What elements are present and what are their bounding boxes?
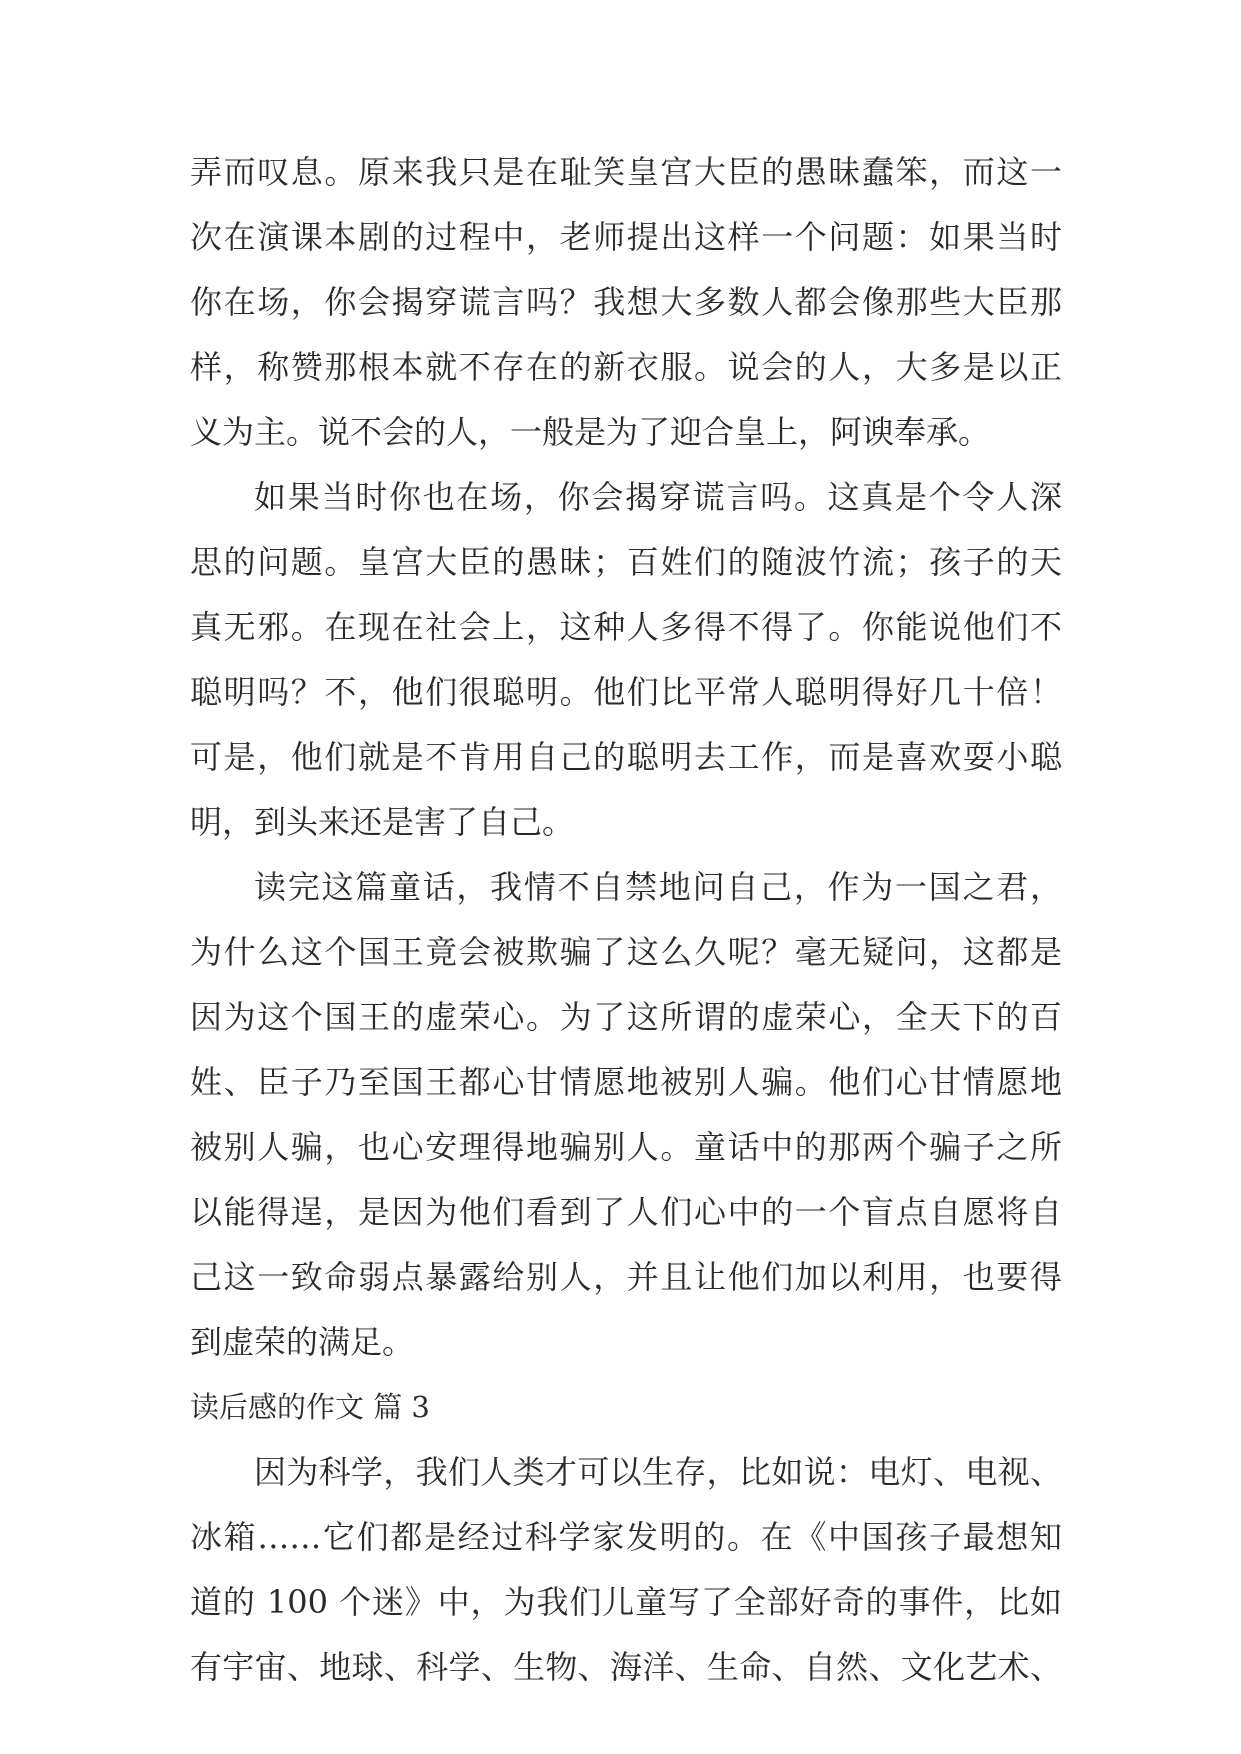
text-line: 被别人骗，也心安理得地骗别人。童话中的那两个骗子之所 [190, 1128, 1062, 1166]
text-line: 聪明吗？不，他们很聪明。他们比平常人聪明得好几十倍！ [190, 673, 1062, 711]
text-line: 为什么这个国王竟会被欺骗了这么久呢？毫无疑问，这都是 [190, 933, 1062, 971]
text-line: 有宇宙、地球、科学、生物、海洋、生命、自然、文化艺术、 [190, 1648, 1062, 1686]
text-line: 冰箱……它们都是经过科学家发明的。在《中国孩子最想知 [190, 1518, 1062, 1556]
paragraph-3 [190, 855, 1062, 1375]
text-line: 以能得逞，是因为他们看到了人们心中的一个盲点自愿将自 [190, 1193, 1062, 1231]
section-heading: 读后感的作文 篇 3 [190, 1390, 430, 1424]
text-line: 己这一致命弱点暴露给别人，并且让他们加以利用，也要得 [190, 1258, 1062, 1296]
text-line: 如果当时你也在场，你会揭穿谎言吗。这真是个令人深 [254, 478, 1062, 516]
text-line: 次在演课本剧的过程中，老师提出这样一个问题：如果当时 [190, 218, 1062, 256]
text-line: 读完这篇童话，我情不自禁地问自己，作为一国之君， [254, 868, 1062, 906]
text-line: 因为这个国王的虚荣心。为了这所谓的虚荣心，全天下的百 [190, 998, 1062, 1036]
text-line: 样，称赞那根本就不存在的新衣服。说会的人，大多是以正 [190, 348, 1062, 386]
text-line: 你在场，你会揭穿谎言吗？我想大多数人都会像那些大臣那 [190, 283, 1062, 321]
text-line: 可是，他们就是不肯用自己的聪明去工作，而是喜欢耍小聪 [190, 738, 1062, 776]
text-line: 姓、臣子乃至国王都心甘情愿地被别人骗。他们心甘情愿地 [190, 1063, 1062, 1101]
text-line: 弄而叹息。原来我只是在耻笑皇宫大臣的愚昧蠢笨，而这一 [190, 153, 1062, 191]
text-line: 明，到头来还是害了自己。 [190, 803, 575, 841]
text-line: 义为主。说不会的人，一般是为了迎合皇上，阿谀奉承。 [190, 413, 991, 451]
paragraph-2 [190, 465, 1062, 855]
text-line: 思的问题。皇宫大臣的愚昧；百姓们的随波竹流；孩子的天 [190, 543, 1062, 581]
text-line: 真无邪。在现在社会上，这种人多得不得了。你能说他们不 [190, 608, 1062, 646]
text-line: 到虚荣的满足。 [190, 1323, 415, 1361]
text-line: 道的 100 个迷》中，为我们儿童写了全部好奇的事件，比如 [190, 1583, 1062, 1621]
paragraph-1 [190, 140, 1062, 465]
document-body [190, 140, 1062, 1700]
text-line: 因为科学，我们人类才可以生存，比如说：电灯、电视、 [254, 1453, 1062, 1491]
paragraph-4 [190, 1440, 1062, 1700]
